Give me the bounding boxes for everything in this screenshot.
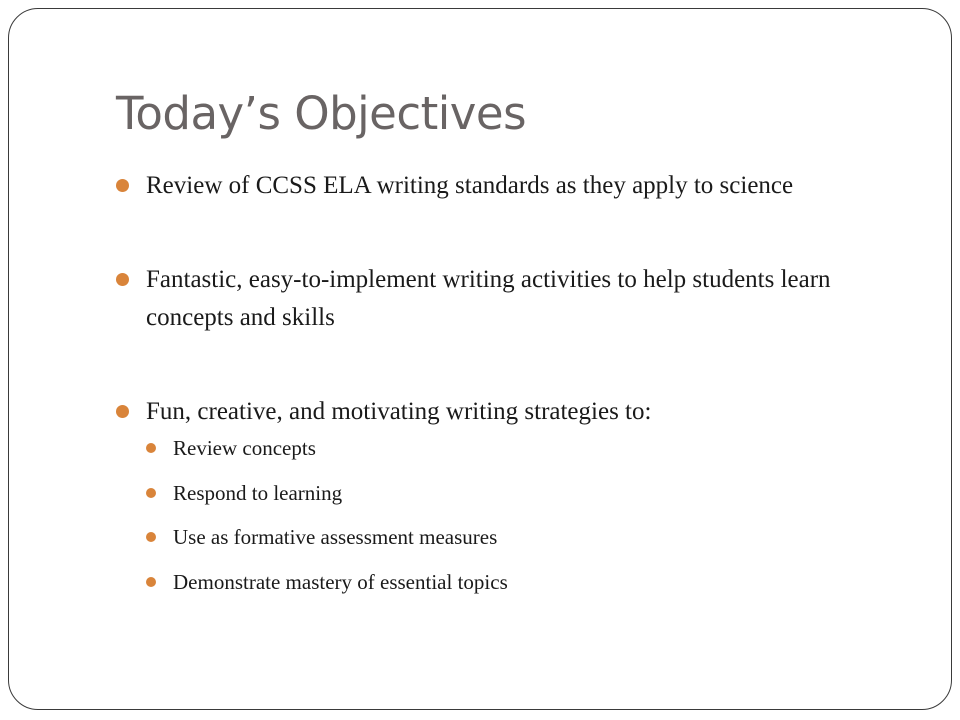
- bullet-item: [114, 167, 874, 205]
- sub-bullet-dot-icon: [146, 532, 156, 542]
- objectives-list: [114, 167, 874, 615]
- sub-bullet-text: Use as formative assessment measures: [173, 525, 498, 549]
- slide-frame: [8, 8, 952, 710]
- slide-title: Today’s Objectives: [116, 87, 527, 140]
- sub-bullet-dot-icon: [146, 488, 156, 498]
- bullet-item: [114, 393, 874, 594]
- sub-bullet-dot-icon: [146, 577, 156, 587]
- bullet-dot-icon: [116, 179, 129, 192]
- sub-bullet-text: Demonstrate mastery of essential topics: [173, 569, 508, 594]
- bullet-dot-icon: [116, 405, 129, 418]
- sub-bullet-dot-icon: [146, 443, 156, 453]
- sub-bullet-item: [146, 526, 874, 549]
- bullet-item: [114, 261, 874, 337]
- bullet-dot-icon: [116, 273, 129, 286]
- sub-bullet-item: [146, 437, 874, 460]
- sub-bullet-list: [146, 437, 874, 594]
- bullet-text: Review of CCSS ELA writing standards as they apply to science: [146, 172, 794, 199]
- sub-bullet-item: [146, 571, 874, 594]
- sub-bullet-text: Review concepts: [173, 436, 316, 460]
- sub-bullet-item: [146, 482, 874, 505]
- sub-bullet-text: Respond to learning: [173, 480, 343, 505]
- bullet-text: Fun, creative, and motivating writing strategies to:: [146, 398, 652, 425]
- bullet-text: Fantastic, easy-to-implement writing activities to help students learn concepts and skills: [146, 266, 831, 331]
